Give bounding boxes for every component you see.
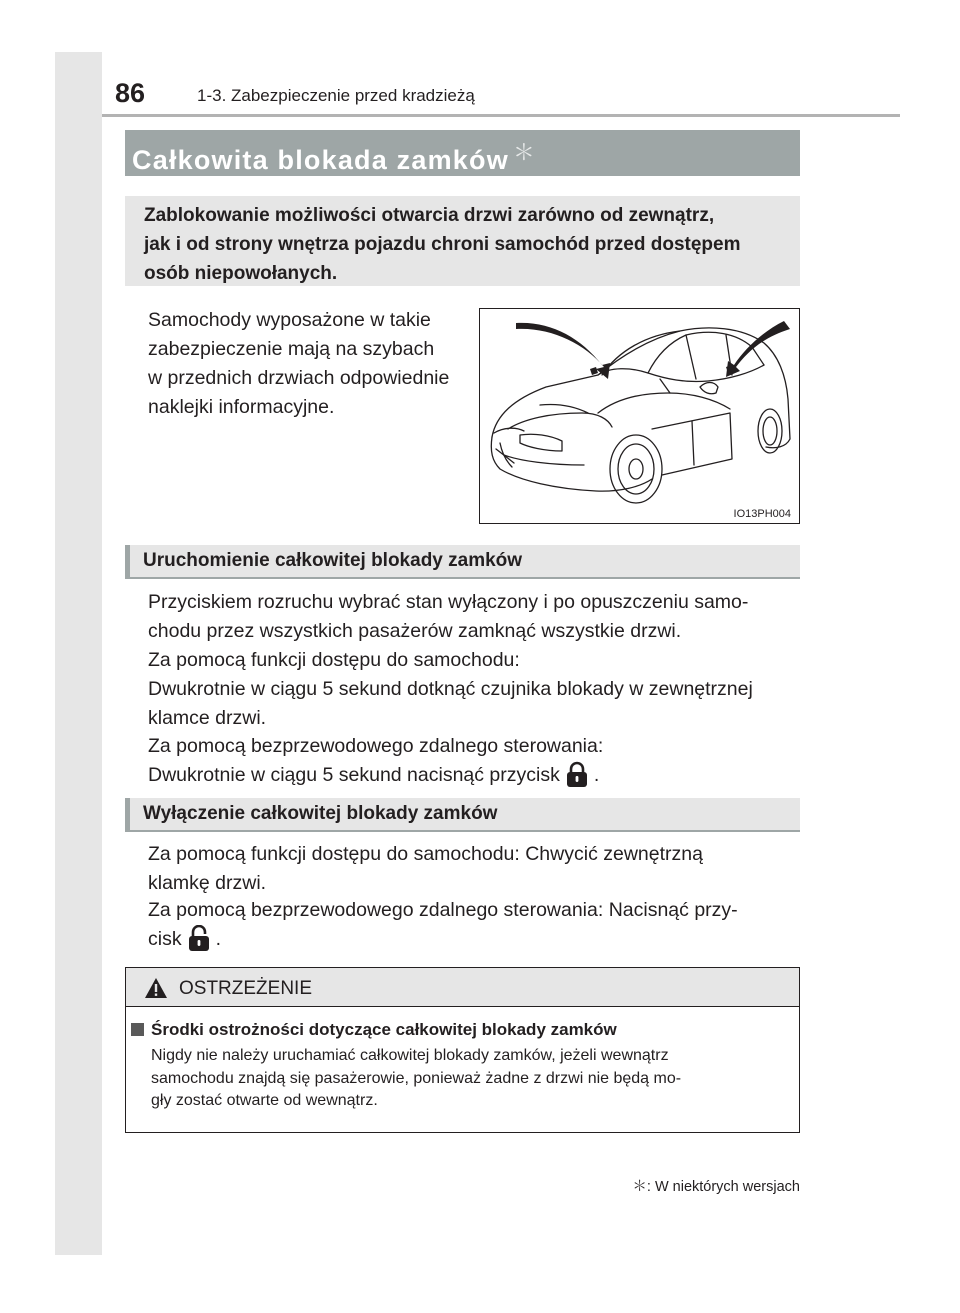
keyless-line: Za pomocą funkcji dostępu do samochodu:	[148, 649, 520, 671]
header-divider	[102, 114, 900, 117]
warning-bullet-square	[131, 1023, 144, 1036]
remote-unlock-paragraph	[148, 896, 800, 954]
activation-heading: Uruchomienie całkowitej blokady zamków	[143, 550, 523, 571]
deactivation-paragraph	[148, 840, 800, 898]
remote-line-with-icon	[148, 761, 800, 790]
intro-line: osób niepowołanych.	[144, 263, 338, 284]
vehicle-note-line: zabezpieczenie mają na szybach	[148, 338, 435, 360]
footnote	[632, 1178, 800, 1196]
footnote-text: : W niektórych wersjach	[646, 1179, 800, 1195]
remote-line-end: .	[593, 764, 600, 786]
page-title	[132, 138, 536, 175]
lock-icon	[566, 761, 588, 787]
keyless-access-paragraph	[148, 646, 800, 733]
vehicle-note-line: w przednich drzwiach odpowiednie	[148, 367, 450, 389]
activation-line: chodu przez wszystkich pasażerów zamknąć wszystkie drzwi.	[148, 620, 682, 642]
warning-label: OSTRZEŻENIE	[179, 978, 313, 999]
warning-title: Środki ostrożności dotyczące całkowitej blokady zamków	[151, 1020, 617, 1039]
intro-text	[144, 201, 784, 288]
deactivation-line: Za pomocą funkcji dostępu do samochodu: Chwycić zewnętrzną	[148, 843, 703, 865]
warning-line: samochodu znajdą się pasażerowie, ponieważ żadne z drzwi nie będą mo-	[151, 1069, 682, 1087]
remote-instruction: Dwukrotnie w ciągu 5 sekund nacisnąć przycisk	[148, 764, 560, 786]
intro-line: jak i od strony wnętrza pojazdu chroni samochód przed dostępem	[144, 234, 741, 255]
vehicle-note-line: Samochody wyposażone w takie	[148, 309, 431, 331]
remote-line: Za pomocą bezprzewodowego zdalnego sterowania:	[148, 735, 604, 757]
remote-unlock-end: .	[215, 928, 222, 950]
warning-text	[151, 1045, 784, 1113]
keyless-line: klamce drzwi.	[148, 707, 267, 729]
footnote-mark: ＊	[632, 1179, 647, 1195]
keyless-line: Dwukrotnie w ciągu 5 sekund dotknąć czujnika blokady w zewnętrznej	[148, 678, 753, 700]
warning-line: Nigdy nie należy uruchamiać całkowitej blokady zamków, jeżeli wewnątrz	[151, 1047, 669, 1064]
section-label: 1-3. Zabezpieczenie przed kradzieżą	[197, 86, 475, 105]
figure-code: IO13PH004	[733, 508, 791, 520]
warning-triangle-icon	[144, 977, 168, 999]
vehicle-note-line: naklejki informacyjne.	[148, 396, 335, 418]
page-number: 86	[115, 78, 146, 108]
warning-header	[126, 968, 799, 1007]
unlock-icon	[188, 925, 210, 951]
car-illustration-icon	[480, 309, 799, 523]
vehicle-note	[148, 306, 462, 422]
car-illustration-figure	[479, 308, 800, 524]
intro-line: Zablokowanie możliwości otwarcia drzwi zarówno od zewnątrz,	[144, 205, 715, 226]
title-footnote-mark: ＊	[512, 140, 537, 165]
activation-paragraph	[148, 588, 800, 646]
remote-unlock-word: cisk	[148, 928, 182, 950]
remote-unlock-line-with-icon	[148, 925, 800, 954]
warning-line: gły zostać otwarte od wewnątrz.	[151, 1092, 378, 1109]
warning-box	[125, 967, 800, 1133]
remote-lock-paragraph	[148, 732, 800, 790]
deactivation-heading: Wyłączenie całkowitej blokady zamków	[143, 803, 498, 824]
page-side-strip	[55, 52, 102, 1255]
page-title-text: Całkowita blokada zamków	[132, 145, 509, 175]
activation-line: Przyciskiem rozruchu wybrać stan wyłączony i po opuszczeniu samo-	[148, 591, 749, 613]
deactivation-line: klamkę drzwi.	[148, 872, 267, 894]
remote-unlock-line: Za pomocą bezprzewodowego zdalnego sterowania: Nacisnąć przy-	[148, 899, 738, 921]
